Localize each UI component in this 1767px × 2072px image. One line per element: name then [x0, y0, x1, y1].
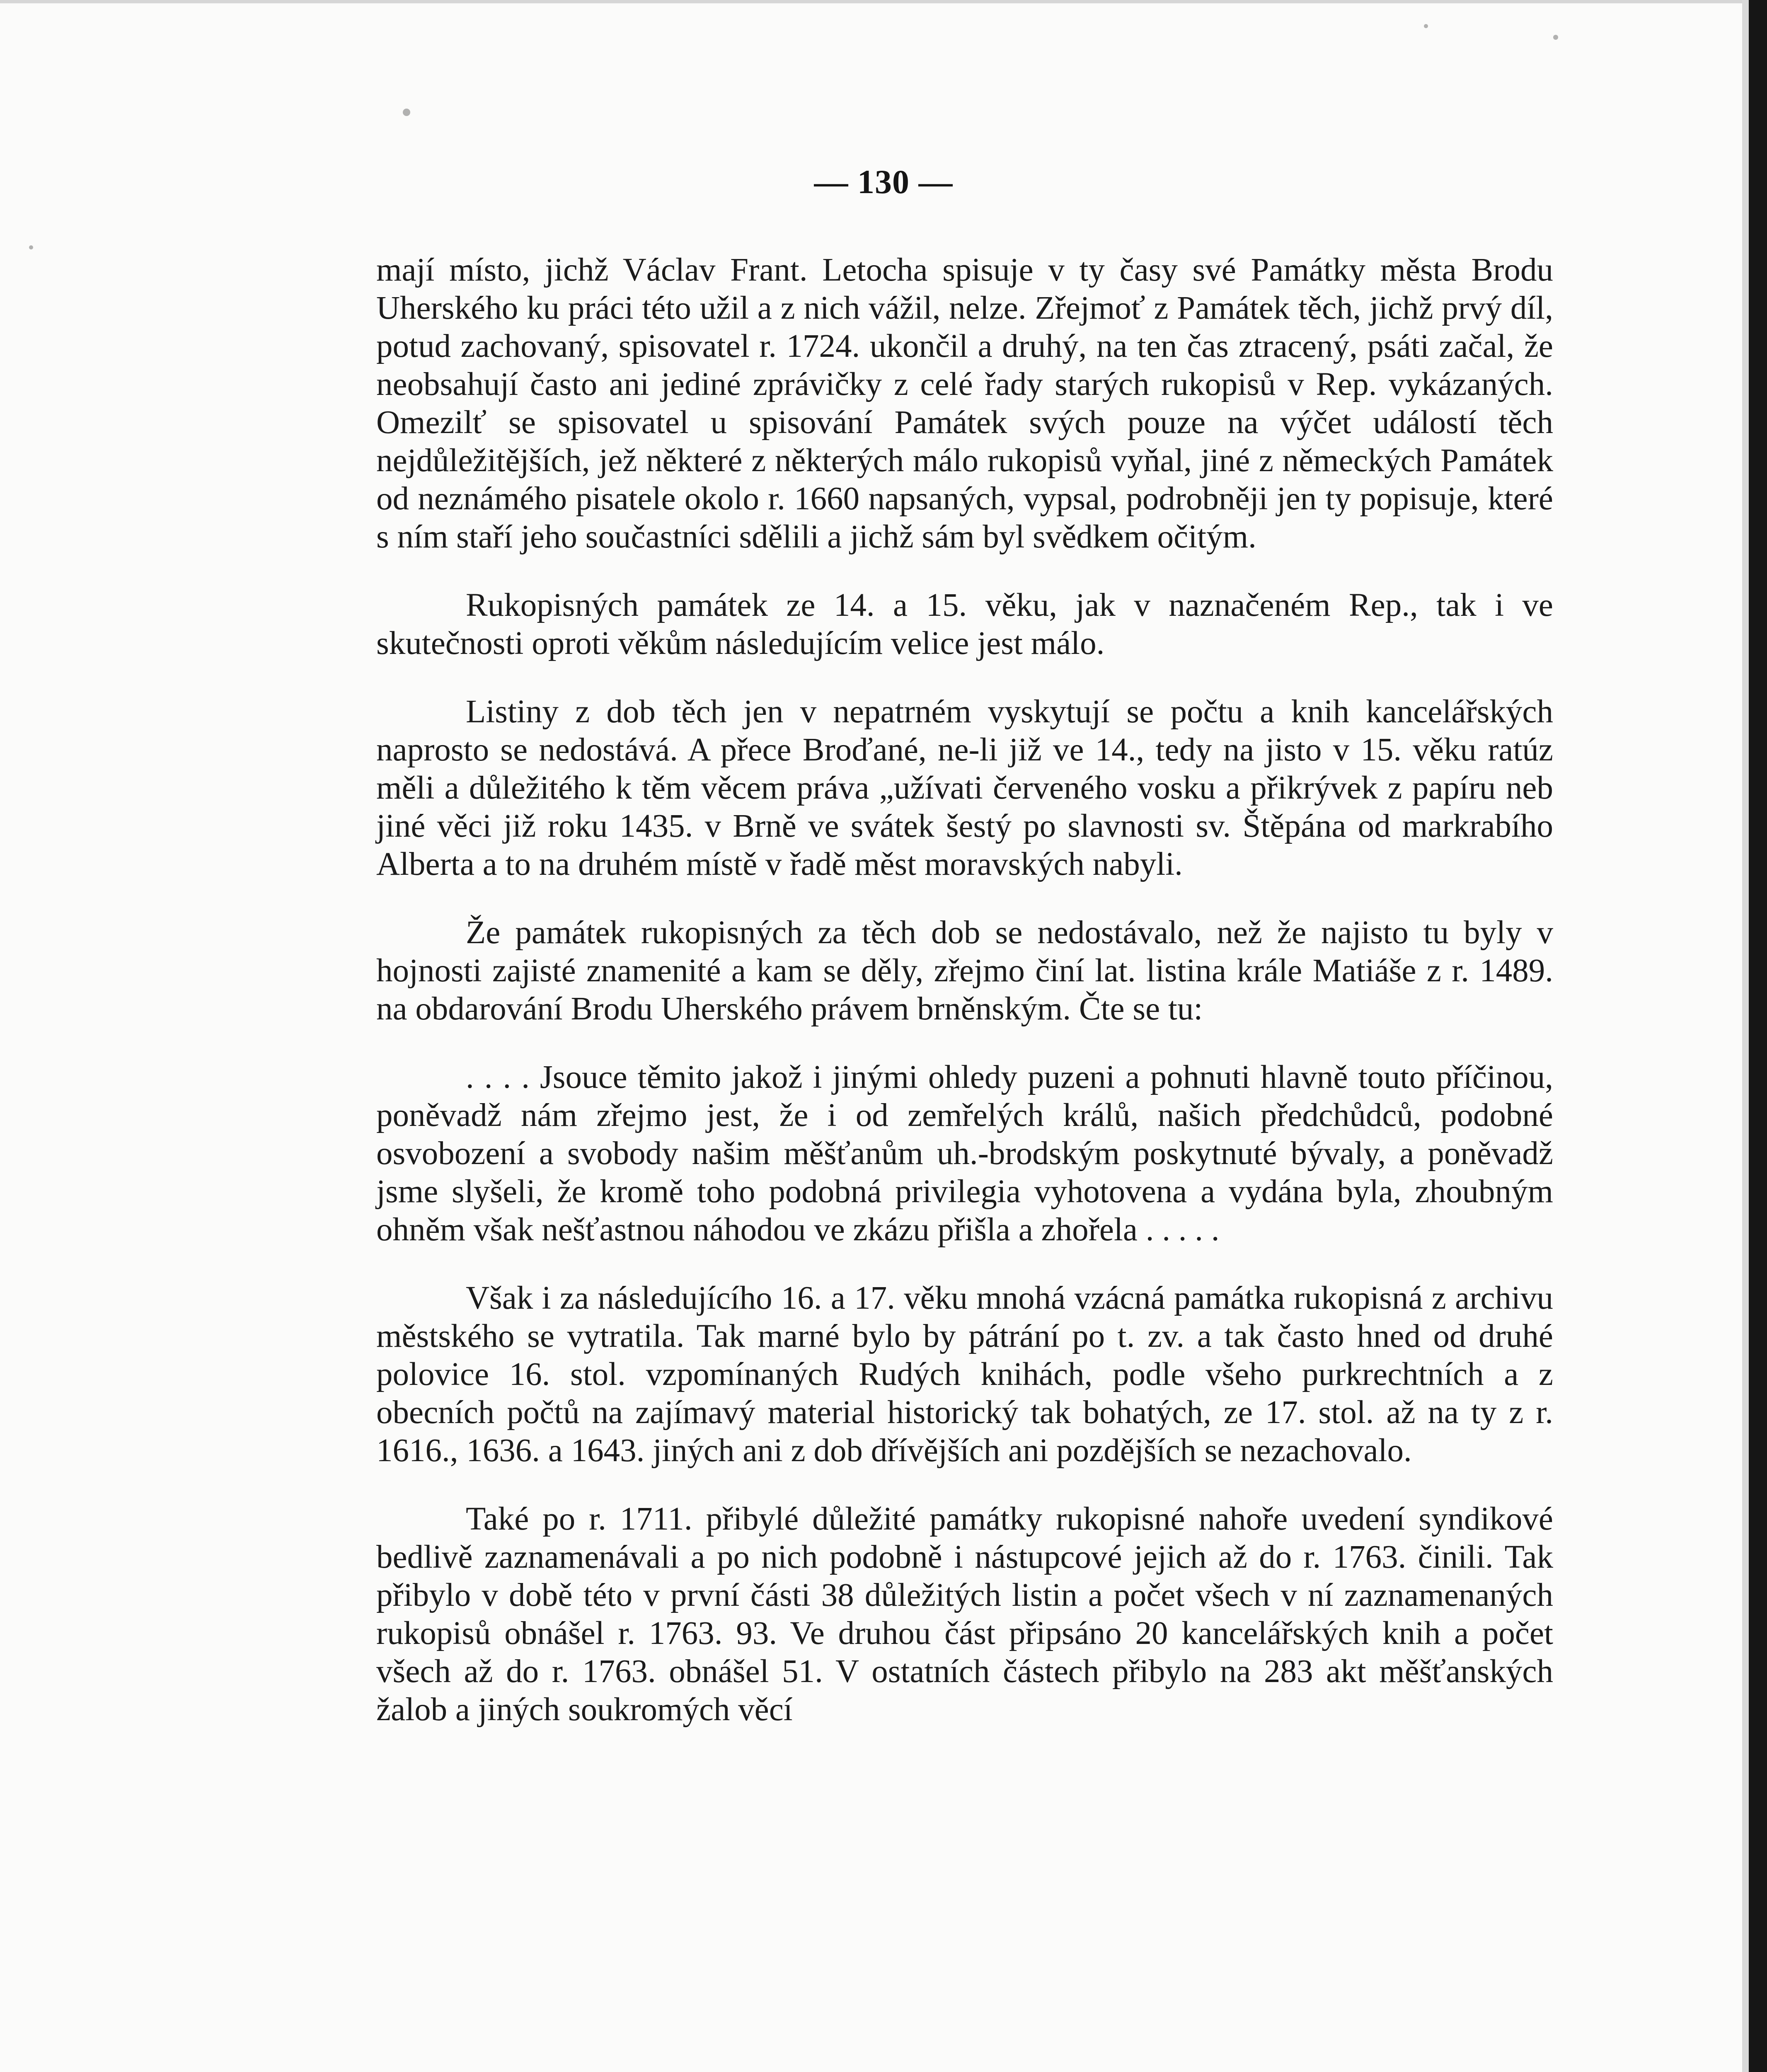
quoted-translation: . . . . Jsouce těmito jakož i jinými ohledy puzeni a pohnuti hlavně touto příčinou, poněvadž nám zřejmo jest, že i od zemřelých králů, našich předchůdců, podobné osvobození a svobody našim měšťanům uh.-brodským poskytnuté bývaly, a poněvadž jsme slyšeli, že kromě toho podobná privilegia vyhotovena a vydána byla, zhoubným ohněm však nešťastnou náhodou ve zkázu přišla a zhořela . . . . .	[376, 1059, 1553, 1248]
scan-speck	[403, 109, 410, 116]
paragraph-gap	[376, 1249, 1553, 1279]
paragraph-3: Listiny z dob těch jen v nepatrném vyskytují se počtu a knih kancelářských naprosto se nedostává. A přece Broďané, ne-li již ve 14., tedy na jisto v 15. věku ratúz měli a důležitého k těm věcem práva „užívati červeného vosku a přikrývek z papíru neb jiné věci již roku 1435. v Brně ve svátek šestý po slavnosti sv. Štěpána od markrabího Alberta a to na druhém místě v řadě měst moravských nabyli.	[376, 694, 1553, 882]
paragraph-gap	[376, 1470, 1553, 1500]
paragraph-2: Rukopisných památek ze 14. a 15. věku, jak v naznačeném Rep., tak i ve skutečnosti oproti věkům následujícím velice jest málo.	[376, 587, 1553, 661]
paragraph-4: Že památek rukopisných za těch dob se nedostávalo, než že najisto tu byly v hojnosti zajisté znamenité a kam se děly, zřejmo činí lat. listina krále Matiáše z r. 1489. na obdarování Brodu Uherského právem brněnským. Čte se tu:	[376, 915, 1553, 1027]
paragraph-gap	[376, 884, 1553, 914]
page-number: — 130 —	[814, 163, 953, 201]
scan-top-edge	[0, 0, 1767, 3]
paragraph-6: Však i za následujícího 16. a 17. věku mnohá vzácná památka rukopisná z archivu městského se vytratila. Tak marné bylo by pátrání po t. zv. a tak často hned od druhé polovice 16. stol. vzpomínaných Rudých knihách, podle všeho purkrechtních a z obecních počtů na zajímavý material historický tak bohatých, ze 17. stol. až na ty z r. 1616., 1636. a 1643. jiných ani z dob dřívějších ani pozdějších se nezachovalo.	[376, 1280, 1553, 1469]
scan-right-edge-shadow	[1742, 0, 1749, 2072]
paragraph-gap	[376, 663, 1553, 693]
scan-speck	[1553, 35, 1558, 40]
page-text-body	[376, 251, 1553, 1729]
paragraph-7: Také po r. 1711. přibylé důležité památky rukopisné nahoře uvedení syndikové bedlivě zaznamenávali a po nich podobně i nástupcové jejich až do r. 1763. činili. Tak přibylo v době této v první části 38 důležitých listin a počet všech v ní zaznamenaných rukopisů obnášel r. 1763. 93. Ve druhou část připsáno 20 kancelářských knih a počet všech až do r. 1763. obnášel 51. V ostatních částech přibylo na 283 akt měšťanských žalob a jiných soukromých věcí	[376, 1501, 1553, 1728]
scan-speck	[29, 245, 33, 249]
scan-right-edge	[1749, 0, 1767, 2072]
paragraph-gap	[376, 556, 1553, 586]
scan-speck	[1424, 24, 1428, 28]
paragraph-1: mají místo, jichž Václav Frant. Letocha spisuje v ty časy své Památky města Brodu Uherského ku práci této užil a z nich vážil, nelze. Zřejmoť z Památek těch, jichž prvý díl, potud zachovaný, spisovatel r. 1724. ukončil a druhý, na ten čas ztracený, psáti začal, že neobsahují často ani jediné zprávičky z celé řady starých rukopisů v Rep. vykázaných. Omezilť se spisovatel u spisování Památek svých pouze na výčet událostí těch nejdůležitějších, jež některé z některých málo rukopisů vyňal, jiné z německých Památek od neznámého pisatele okolo r. 1660 napsaných, vypsal, podrobněji jen ty popisuje, které s ním staří jeho součastníci sdělili a jichž sám byl svědkem očitým.	[376, 252, 1553, 555]
paragraph-gap	[376, 1028, 1553, 1058]
